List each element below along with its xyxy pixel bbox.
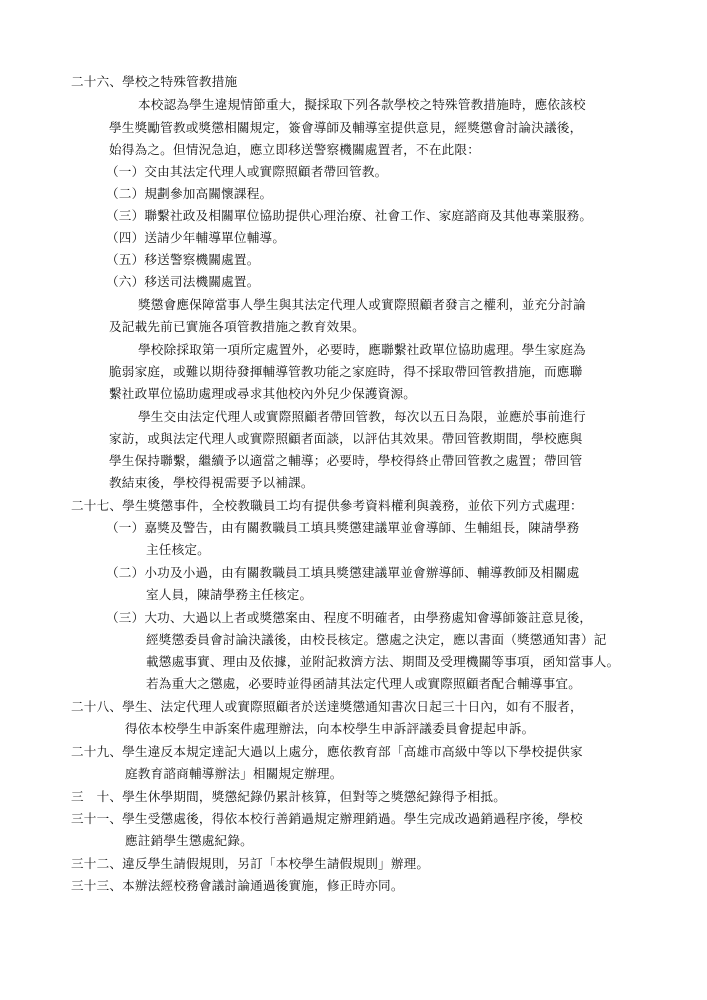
article-27-item-2-line-1: （二）小功及小過，由有關教職員工填具獎懲建議單並會辦導師、輔導教師及相關處 [106, 565, 580, 580]
article-26-para-4-line-1: 學生交由法定代理人或實際照顧者帶回管教，每次以五日為限，並應於事前進行 [138, 409, 586, 424]
article-26-item-3: （三）聯繫社政及相關單位協助提供心理治療、社會工作、家庭諮商及其他專業服務。 [106, 208, 593, 223]
article-27-item-3-line-3: 載懲處事實、理由及依據，並附記救濟方法、期間及受理機關等事項，函知當事人。 [146, 654, 620, 669]
article-30: 三 十、學生休學期間，獎懲紀錄仍累計核算，但對等之獎懲紀錄得予相抵。 [71, 789, 506, 804]
article-26-para-1-line-3: 始得為之。但情況急迫，應立即移送警察機關處置者，不在此限： [109, 142, 481, 157]
article-31-line-2: 應註銷學生懲處紀錄。 [125, 833, 253, 848]
article-26-para-2-line-1: 獎懲會應保障當事人學生與其法定代理人或實際照顧者發言之權利，並充分討論 [138, 297, 586, 312]
article-27-item-3-line-2: 經獎懲委員會討論決議後，由校長核定。懲處之決定，應以書面（獎懲通知書）記 [146, 632, 607, 647]
article-26-heading: 二十六、學校之特殊管教措施 [71, 74, 238, 89]
article-27-item-2-line-2: 室人員，陳請學務主任核定。 [146, 587, 313, 602]
article-33: 三十三、本辦法經校務會議討論通過後實施，修正時亦同。 [71, 878, 404, 893]
article-26-para-4-line-3: 學生保持聯繫，繼續予以適當之輔導；必要時，學校得終止帶回管教之處置；帶回管 [109, 453, 583, 468]
article-26-item-5: （五）移送警察機關處置。 [106, 252, 260, 267]
article-27-item-3-line-4: 若為重大之懲處，必要時並得函請其法定代理人或實際照顧者配合輔導事宜。 [146, 676, 581, 691]
article-29-line-2: 庭教育諮商輔導辦法」相關規定辦理。 [125, 766, 343, 781]
article-27-heading: 二十七、學生獎懲事件，全校教職員工均有提供參考資料權利與義務，並依下列方式處理： [71, 498, 583, 513]
article-27-item-3-line-1: （三）大功、大過以上者或獎懲案由、程度不明確者，由學務處知會導師簽註意見後， [106, 610, 593, 625]
article-28-line-1: 二十八、學生、法定代理人或實際照顧者於送達獎懲通知書次日起三十日內，如有不服者， [71, 699, 583, 714]
article-26-para-1-line-1: 本校認為學生違規情節重大，擬採取下列各款學校之特殊管教措施時，應依該校 [138, 97, 586, 112]
article-26-para-3-line-2: 脆弱家庭，或難以期待發揮輔導管教功能之家庭時，得不採取帶回管教措施，而應聯 [109, 364, 583, 379]
article-31-line-1: 三十一、學生受懲處後，得依本校行善銷過規定辦理銷過。學生完成改過銷過程序後，學校 [71, 811, 583, 826]
article-32: 三十二、違反學生請假規則，另訂「本校學生請假規則」辦理。 [71, 856, 430, 871]
article-26-para-4-line-4: 教結束後，學校得視需要予以補課。 [109, 475, 314, 490]
article-26-item-6: （六）移送司法機關處置。 [106, 274, 260, 289]
article-29-line-1: 二十九、學生違反本規定達記大過以上處分，應依教育部「高雄市高級中等以下學校提供家 [71, 744, 583, 759]
article-26-para-3-line-1: 學校除採取第一項所定處置外，必要時，應聯繫社政單位協助處理。學生家庭為 [138, 342, 586, 357]
article-26-para-2-line-2: 及記載先前已實施各項管教措施之教育效果。 [109, 319, 365, 334]
article-26-item-2: （二）規劃參加高關懷課程。 [106, 186, 273, 201]
article-26-item-1: （一）交由其法定代理人或實際照顧者帶回管教。 [106, 164, 388, 179]
article-26-para-3-line-3: 繫社政單位協助處理或尋求其他校內外兒少保護資源。 [109, 386, 417, 401]
article-27-item-1-line-2: 主任核定。 [146, 542, 210, 557]
article-26-item-4: （四）送請少年輔導單位輔導。 [106, 230, 286, 245]
article-26-para-4-line-2: 家訪，或與法定代理人或實際照顧者面談，以評估其效果。帶回管教期間，學校應與 [109, 431, 583, 446]
article-28-line-2: 得依本校學生申訴案件處理辦法，向本校學生申訴評議委員會提起申訴。 [125, 721, 535, 736]
article-26-para-1-line-2: 學生獎勵管教或獎懲相關規定，簽會導師及輔導室提供意見，經獎懲會討論決議後， [109, 120, 583, 135]
article-27-item-1-line-1: （一）嘉獎及警告，由有關教職員工填具獎懲建議單並會導師、生輔組長，陳請學務 [106, 520, 580, 535]
